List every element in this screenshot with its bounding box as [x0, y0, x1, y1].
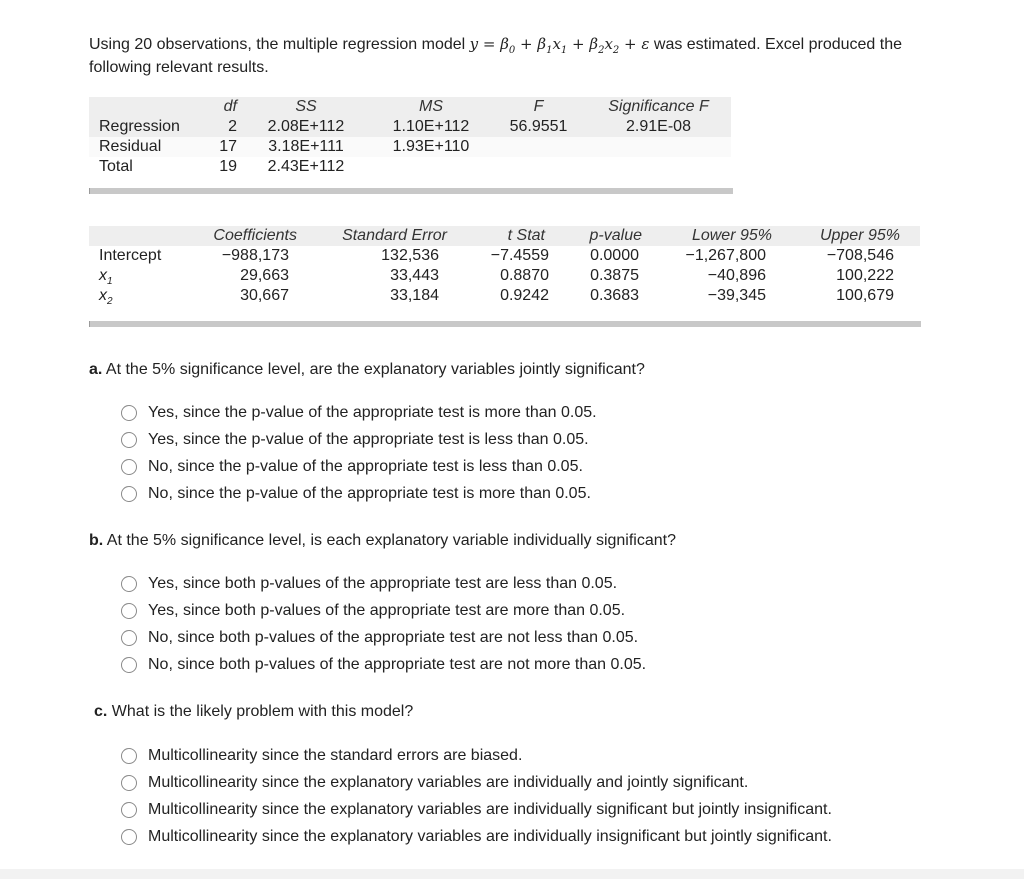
question-b — [89, 532, 676, 550]
anova-cell: 2.08E+112 — [267, 118, 345, 135]
radio-button[interactable] — [121, 829, 137, 845]
coef-row-x1 — [89, 266, 920, 286]
intro-text-before: Using 20 observations, the multiple regression model — [89, 36, 470, 53]
radio-button[interactable] — [121, 405, 137, 421]
anova-cell: 17 — [219, 138, 237, 155]
coef-header-blank — [89, 226, 189, 246]
radio-button[interactable] — [121, 748, 137, 764]
question-b-option-4[interactable] — [121, 655, 646, 675]
option-label: Yes, since the p-value of the appropriate test is more than 0.05. — [148, 404, 597, 421]
question-a — [89, 361, 645, 379]
coef-cell: 33,184 — [390, 287, 439, 304]
coef-header-lower-95: Lower 95% — [691, 227, 772, 244]
question-c-label: c. — [94, 703, 108, 720]
coef-header-p-value: p-value — [589, 227, 642, 244]
coef-header-row — [89, 226, 920, 246]
option-label: Multicollinearity since the standard errors are biased. — [148, 747, 523, 764]
anova-header-ms: MS — [419, 98, 443, 115]
anova-cell: 2 — [228, 118, 237, 135]
anova-cell: 19 — [219, 158, 237, 175]
problem-statement — [89, 33, 924, 79]
anova-header-ss: SS — [295, 98, 317, 115]
anova-cell: Residual — [99, 138, 162, 155]
question-b-option-3[interactable] — [121, 628, 638, 648]
question-c-option-2[interactable] — [121, 773, 748, 793]
option-label: No, since the p-value of the appropriate test is more than 0.05. — [148, 485, 591, 502]
coef-header-coefficients: Coefficients — [213, 227, 297, 244]
radio-button[interactable] — [121, 802, 137, 818]
radio-button[interactable] — [121, 576, 137, 592]
coef-cell: 0.3683 — [590, 287, 639, 304]
anova-cell — [371, 157, 491, 177]
anova-cell: 2.91E-08 — [626, 118, 691, 135]
option-label: Yes, since both p-values of the appropriate test are less than 0.05. — [148, 575, 618, 592]
anova-header-f: F — [533, 98, 544, 115]
question-c-text: What is the likely problem with this model? — [111, 703, 414, 720]
coef-cell: −708,546 — [826, 247, 894, 264]
coef-cell: 100,222 — [836, 267, 894, 284]
coef-cell: 0.9242 — [500, 287, 549, 304]
radio-button[interactable] — [121, 775, 137, 791]
coef-cell-x2: $x_2$ — [99, 287, 113, 308]
coef-cell: −1,267,800 — [685, 247, 766, 264]
coef-cell: 29,663 — [240, 267, 289, 284]
coef-cell: 132,536 — [381, 247, 439, 264]
anova-header-blank — [89, 97, 196, 117]
option-label: Multicollinearity since the explanatory variables are individually significant but jointly insignificant. — [148, 801, 832, 818]
anova-cell: Total — [99, 158, 133, 175]
coef-cell: 0.0000 — [590, 247, 639, 264]
radio-button[interactable] — [121, 432, 137, 448]
anova-header-row — [89, 97, 731, 117]
radio-button[interactable] — [121, 603, 137, 619]
coef-cell: −40,896 — [707, 267, 766, 284]
coef-header-t-stat: t Stat — [507, 227, 545, 244]
question-c-option-1[interactable] — [121, 746, 522, 766]
anova-header-significance-f: Significance F — [608, 98, 709, 115]
question-a-label: a. — [89, 361, 103, 378]
coef-cell: −7.4559 — [490, 247, 549, 264]
coef-cell: 0.3875 — [590, 267, 639, 284]
coef-cell: −988,173 — [221, 247, 289, 264]
radio-button[interactable] — [121, 630, 137, 646]
question-c — [94, 703, 413, 721]
anova-cell: 56.9551 — [509, 118, 568, 135]
question-a-option-4[interactable] — [121, 484, 591, 504]
question-c-option-4[interactable] — [121, 827, 832, 847]
anova-cell: Regression — [99, 118, 180, 135]
coef-header-standard-error: Standard Error — [342, 227, 447, 244]
coef-header-upper-95: Upper 95% — [819, 227, 900, 244]
page-bottom-bar — [0, 869, 1024, 879]
coef-cell: 30,667 — [240, 287, 289, 304]
option-label: No, since both p-values of the appropriate test are not less than 0.05. — [148, 629, 639, 646]
coef-row-intercept — [89, 246, 920, 266]
coef-cell: 0.8870 — [500, 267, 549, 284]
question-b-label: b. — [89, 532, 104, 549]
regression-model: $y = \beta_0 + \beta_1x_1 + \beta_2x_2 + \varepsilon$ — [469, 35, 650, 56]
intro-text-after: was estimated. Excel produced the following relevant results. — [89, 36, 903, 76]
coef-cell: −39,345 — [707, 287, 766, 304]
coefficients-table-divider — [89, 321, 921, 327]
anova-table-divider — [89, 188, 733, 194]
coef-cell: Intercept — [99, 247, 162, 264]
question-c-option-3[interactable] — [121, 800, 832, 820]
option-label: Multicollinearity since the explanatory variables are individually insignificant but jointly significant. — [148, 828, 832, 845]
anova-cell — [491, 157, 586, 177]
coef-row-x2 — [89, 286, 920, 306]
option-label: Multicollinearity since the explanatory variables are individually and jointly significant. — [148, 774, 749, 791]
radio-button[interactable] — [121, 459, 137, 475]
radio-button[interactable] — [121, 657, 137, 673]
question-b-option-1[interactable] — [121, 574, 617, 594]
anova-row-regression — [89, 117, 731, 137]
anova-header-df: df — [223, 98, 237, 115]
coef-cell: 100,679 — [836, 287, 894, 304]
radio-button[interactable] — [121, 486, 137, 502]
anova-table — [89, 97, 731, 177]
option-label: No, since both p-values of the appropriate test are not more than 0.05. — [148, 656, 647, 673]
question-a-option-3[interactable] — [121, 457, 583, 477]
question-a-option-2[interactable] — [121, 430, 589, 450]
anova-cell — [586, 137, 731, 157]
option-label: Yes, since the p-value of the appropriate test is less than 0.05. — [148, 431, 589, 448]
question-b-text: At the 5% significance level, is each explanatory variable individually significant? — [106, 532, 676, 549]
coefficients-table — [89, 226, 920, 306]
question-a-option-1[interactable] — [121, 403, 597, 423]
anova-cell: 3.18E+111 — [268, 138, 344, 155]
anova-cell: 2.43E+112 — [267, 158, 345, 175]
coef-cell-x1: $x_1$ — [99, 267, 113, 288]
anova-cell — [491, 137, 586, 157]
question-b-option-2[interactable] — [121, 601, 625, 621]
option-label: No, since the p-value of the appropriate test is less than 0.05. — [148, 458, 583, 475]
anova-cell — [586, 157, 731, 177]
anova-row-total — [89, 157, 731, 177]
option-label: Yes, since both p-values of the appropriate test are more than 0.05. — [148, 602, 626, 619]
question-a-text: At the 5% significance level, are the explanatory variables jointly significant? — [105, 361, 645, 378]
coef-cell: 33,443 — [390, 267, 439, 284]
anova-row-residual — [89, 137, 731, 157]
anova-cell: 1.10E+112 — [392, 118, 470, 135]
anova-cell: 1.93E+110 — [392, 138, 470, 155]
